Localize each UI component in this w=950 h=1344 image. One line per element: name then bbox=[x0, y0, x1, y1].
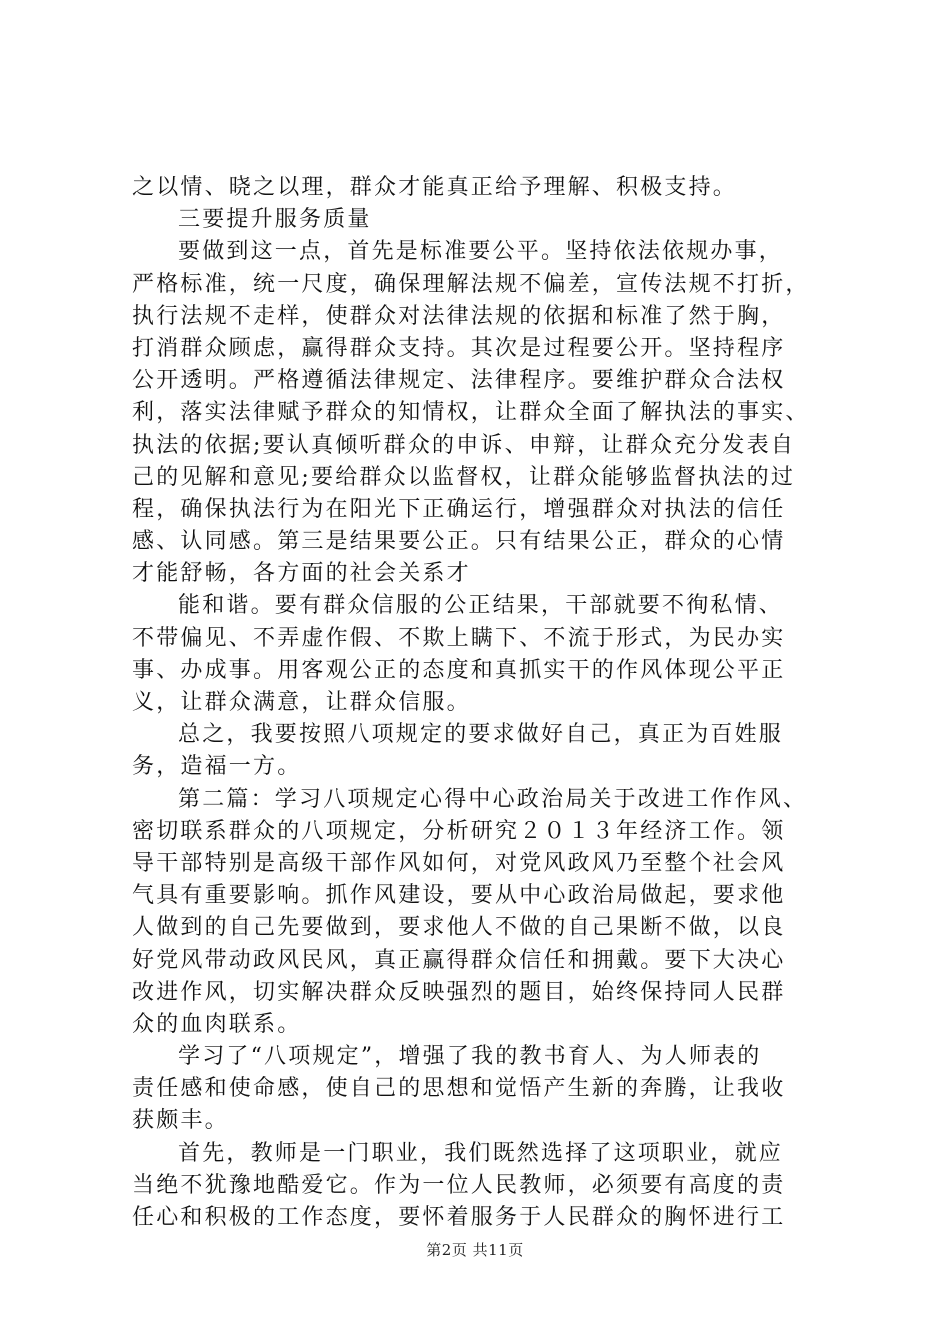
text-line: 利，落实法律赋予群众的知情权，让群众全面了解执法的事实、 bbox=[132, 400, 810, 426]
text-line: 严格标准，统一尺度，确保理解法规不偏差，宣传法规不打折， bbox=[132, 271, 810, 297]
text-line: 好党风带动政风民风，真正赢得群众信任和拥戴。要下大决心 bbox=[132, 947, 786, 973]
text-line: 气具有重要影响。抓作风建设，要从中心政治局做起，要求他 bbox=[132, 883, 786, 909]
text-line: 己的见解和意见;要给群众以监督权，让群众能够监督执法的过 bbox=[132, 464, 796, 490]
text-line: 执行法规不走样，使群众对法律法规的依据和标准了然于胸， bbox=[132, 303, 786, 329]
text-line: 义，让群众满意，让群众信服。 bbox=[132, 690, 471, 715]
text-line: 当绝不犹豫地酷爱它。作为一位人民教师，必须要有高度的责 bbox=[132, 1172, 786, 1198]
text-line: 学习了“八项规定”，增强了我的教书育人、为人师表的 bbox=[178, 1044, 762, 1070]
text-line: 人做到的自己先要做到，要求他人不做的自己果断不做，以良 bbox=[132, 915, 786, 941]
text-line: 不带偏见、不弄虚作假、不欺上瞒下、不流于形式，为民办实 bbox=[132, 625, 786, 651]
text-line: 三要提升服务质量 bbox=[178, 207, 372, 233]
text-line: 程，确保执法行为在阳光下正确运行，增强群众对执法的信任 bbox=[132, 496, 786, 522]
text-line: 改进作风，切实解决群众反映强烈的题目，始终保持同人民群 bbox=[132, 979, 786, 1005]
text-line: 事、办成事。用客观公正的态度和真抓实干的作风体现公平正 bbox=[132, 657, 786, 683]
text-line: 感、认同感。第三是结果要公正。只有结果公正，群众的心情 bbox=[132, 529, 786, 555]
text-line: 务，造福一方。 bbox=[132, 754, 302, 780]
text-line: 责任感和使命感，使自己的思想和觉悟产生新的奔腾，让我收 bbox=[132, 1076, 786, 1102]
text-line: 第二篇：学习八项规定心得中心政治局关于改进工作作风、 bbox=[178, 786, 808, 812]
text-line: 才能舒畅，各方面的社会关系才 bbox=[132, 561, 471, 587]
text-line: 执法的依据;要认真倾听群众的申诉、申辩，让群众充分发表自 bbox=[132, 432, 796, 458]
text-line: 密切联系群众的八项规定，分析研究２０１３年经济工作。领 bbox=[132, 818, 786, 844]
text-line: 首先，教师是一门职业，我们既然选择了这项职业，就应 bbox=[178, 1140, 784, 1166]
text-line: 能和谐。要有群众信服的公正结果，干部就要不徇私情、 bbox=[178, 593, 784, 619]
text-line: 众的血肉联系。 bbox=[132, 1011, 302, 1037]
document-body bbox=[132, 172, 832, 1234]
page-number-footer: 第2页 共11页 bbox=[426, 1241, 524, 1259]
text-line: 要做到这一点，首先是标准要公平。坚持依法依规办事， bbox=[178, 239, 784, 265]
text-line: 总之，我要按照八项规定的要求做好自己，真正为百姓服 bbox=[178, 722, 784, 748]
text-line: 公开透明。严格遵循法律规定、法律程序。要维护群众合法权 bbox=[132, 368, 786, 394]
text-line: 导干部特别是高级干部作风如何，对党风政风乃至整个社会风 bbox=[132, 850, 786, 876]
text-line: 打消群众顾虑，赢得群众支持。其次是过程要公开。坚持程序 bbox=[132, 335, 786, 361]
text-line: 获颇丰。 bbox=[132, 1108, 229, 1134]
text-line: 任心和积极的工作态度，要怀着服务于人民群众的胸怀进行工 bbox=[132, 1205, 786, 1230]
text-line: 之以情、晓之以理，群众才能真正给予理解、积极支持。 bbox=[132, 175, 738, 200]
